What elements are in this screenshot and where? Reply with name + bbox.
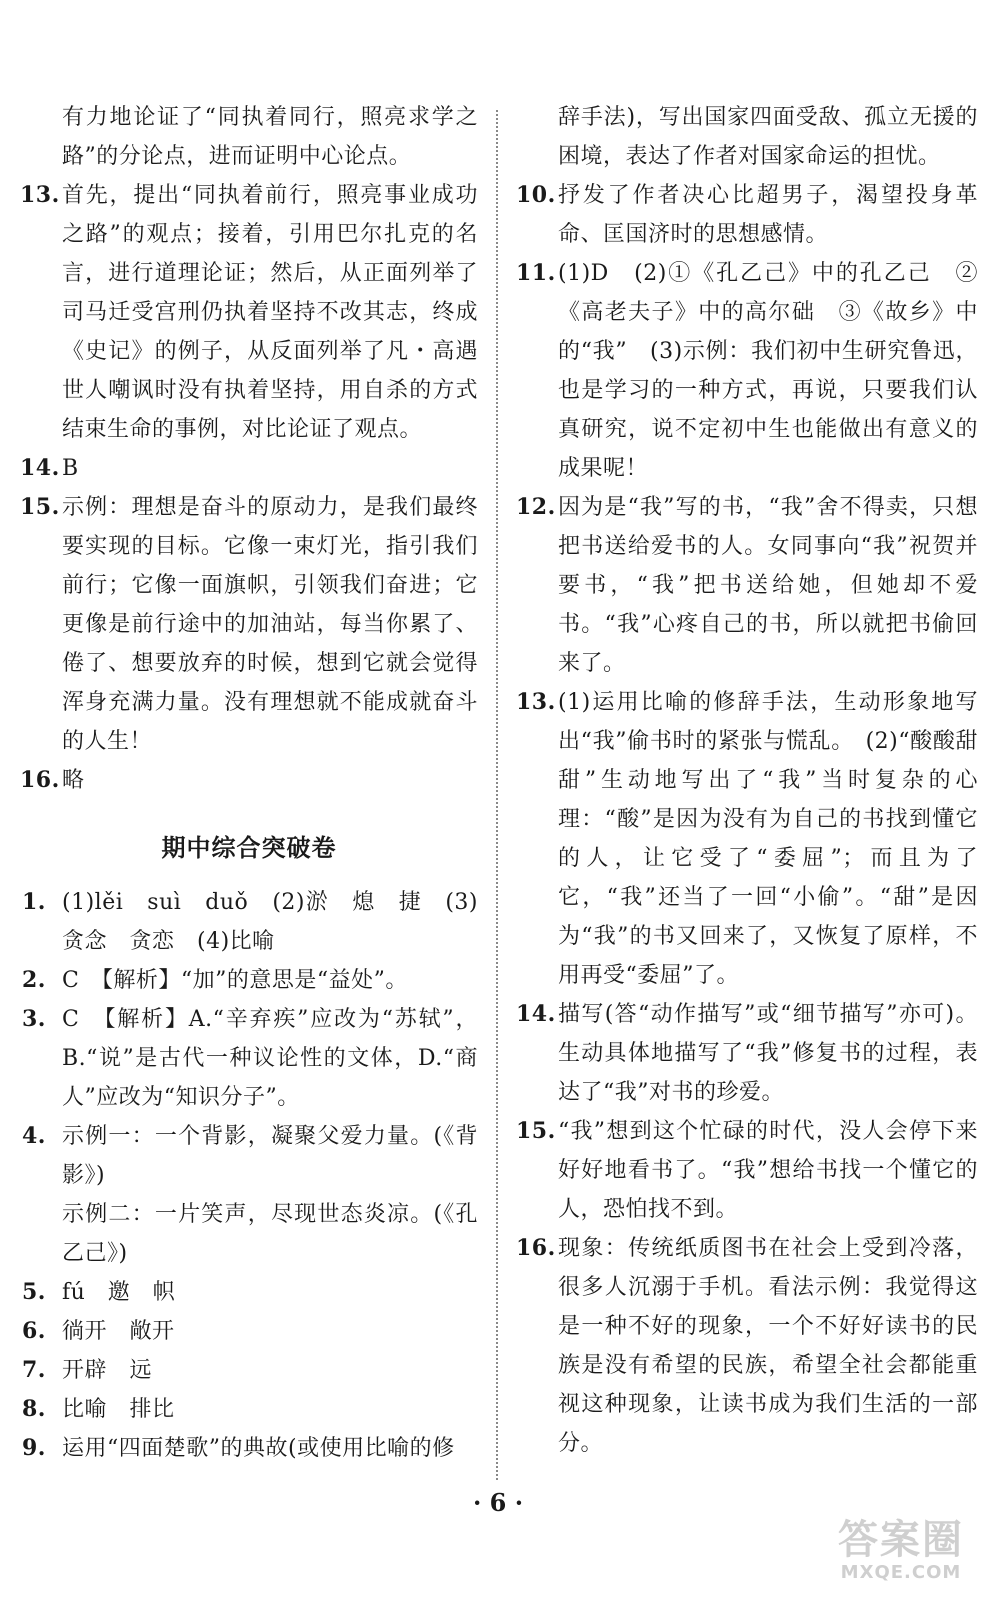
answer-number: 9.	[22, 1435, 46, 1461]
answer-number: 12.	[516, 494, 556, 520]
answer-text: 抒发了作者决心比超男子，渴望投身革命、匡国济时的思想感情。	[558, 183, 978, 247]
watermark-logo-text: 答案圈	[838, 1517, 964, 1563]
answer-number: 13.	[516, 689, 556, 715]
answer-item	[20, 1312, 478, 1351]
answer-item	[20, 761, 478, 800]
answer-item	[516, 683, 978, 995]
right-column	[516, 98, 978, 1463]
watermark-logo	[826, 1518, 976, 1588]
answer-text: (1)运用比喻的修辞手法，生动形象地写出“我”偷书时的紧张与慌乱。 (2)“酸酸甜甜”生动地写出了“我”当时复杂的心理：“酸”是因为没有为自己的书找到懂它的人，让它受了“委屈”；而且为了它，“我”还当了一回“小偷”。“甜”是因为“我”的书又回来了，又恢复了原样，不用再受“委屈”了。	[558, 690, 978, 988]
answer-text: (1)lěi suì duǒ (2)淤 熄 捷 (3)贪念 贪恋 (4)比喻	[62, 890, 478, 954]
answer-number: 14.	[20, 455, 60, 481]
answer-item	[20, 1195, 478, 1273]
right-answer-list	[516, 176, 978, 1463]
answer-text: 运用“四面楚歌”的典故(或使用比喻的修	[62, 1436, 455, 1461]
section-title: 期中综合突破卷	[161, 833, 337, 862]
answer-item	[20, 1429, 478, 1468]
answer-item	[516, 254, 978, 488]
answer-item	[20, 883, 478, 961]
answer-text: 徜开 敞开	[62, 1319, 175, 1344]
answer-item	[20, 1351, 478, 1390]
answer-item	[516, 995, 978, 1112]
answer-number: 8.	[22, 1396, 46, 1422]
answer-number: 7.	[22, 1357, 46, 1383]
answer-number: 1.	[22, 889, 46, 915]
answer-item	[20, 1000, 478, 1117]
answer-item	[20, 961, 478, 1000]
answer-item	[20, 1117, 478, 1195]
answer-number: 15.	[20, 494, 60, 520]
answer-item	[20, 488, 478, 761]
answer-text: 示例二：一片笑声，尽现世态炎凉。(《孔乙己》)	[62, 1202, 478, 1266]
right-top-continuation: 辞手法)，写出国家四面受敌、孤立无援的困境，表达了作者对国家命运的担忧。	[558, 105, 978, 169]
left-column	[20, 98, 478, 1468]
answer-text: “我”想到这个忙碌的时代，没人会停下来好好地看书了。“我”想给书找一个懂它的人，恐怕找不到。	[558, 1119, 978, 1222]
answer-number: 13.	[20, 182, 60, 208]
answer-item	[516, 1112, 978, 1229]
left-answer-list-after	[20, 883, 478, 1468]
answer-number: 3.	[22, 1006, 46, 1032]
answer-item	[20, 1390, 478, 1429]
answer-text: 略	[62, 768, 85, 793]
answer-text: 描写(答“动作描写”或“细节描写”亦可)。生动具体地描写了“我”修复书的过程，表达了“我”对书的珍爱。	[558, 1002, 978, 1105]
answer-item	[20, 449, 478, 488]
answer-text: 示例一：一个背影，凝聚父爱力量。(《背影》)	[62, 1124, 478, 1188]
answer-text: B	[62, 456, 79, 481]
answer-number: 16.	[20, 767, 60, 793]
watermark-url: MXQE.COM	[840, 1562, 962, 1583]
answer-number: 2.	[22, 967, 46, 993]
answer-item	[20, 1273, 478, 1312]
answer-number: 4.	[22, 1123, 46, 1149]
answer-number: 15.	[516, 1118, 556, 1144]
answer-item	[516, 1229, 978, 1463]
answer-text: C 【解析】“加”的意思是“益处”。	[62, 968, 408, 993]
answer-number: 6.	[22, 1318, 46, 1344]
column-divider	[496, 110, 498, 1480]
answer-number: 10.	[516, 182, 556, 208]
answer-item	[516, 176, 978, 254]
left-answer-list-before	[20, 176, 478, 800]
answer-text: fú 邀 帜	[62, 1280, 176, 1305]
left-top-continuation: 有力地论证了“同执着同行，照亮求学之路”的分论点，进而证明中心论点。	[62, 105, 478, 169]
answer-number: 14.	[516, 1001, 556, 1027]
answer-text: 现象：传统纸质图书在社会上受到冷落，很多人沉溺于手机。看法示例：我觉得这是一种不好的现象，一个不好好读书的民族是没有希望的民族，希望全社会都能重视这种现象，让读书成为我们生活的一部分。	[558, 1236, 978, 1456]
answer-item	[516, 488, 978, 683]
answer-text: 比喻 排比	[62, 1397, 175, 1422]
answer-item	[20, 176, 478, 449]
answer-number: 16.	[516, 1235, 556, 1261]
answer-text: 示例：理想是奋斗的原动力，是我们最终要实现的目标。它像一束灯光，指引我们前行；它像一面旗帜，引领我们奋进；它更像是前行途中的加油站，每当你累了、倦了、想要放弃的时候，想到它就会觉得浑身充满力量。没有理想就不能成就奋斗的人生！	[62, 495, 478, 754]
page-number: · 6 ·	[472, 1488, 524, 1517]
answer-text: C 【解析】A.“辛弃疾”应改为“苏轼”，B.“说”是古代一种议论性的文体，D.“商人”应改为“知识分子”。	[62, 1007, 478, 1110]
answer-text: (1)D (2)①《孔乙己》中的孔乙己 ②《高老夫子》中的高尔础 ③《故乡》中的“我” (3)示例：我们初中生研究鲁迅，也是学习的一种方式，再说，只要我们认真研究，说不定初中生也能做出有意义的成果呢！	[558, 261, 978, 481]
answer-number: 11.	[516, 260, 556, 286]
answer-text: 首先，提出“同执着前行，照亮事业成功之路”的观点；接着，引用巴尔扎克的名言，进行道理论证；然后，从正面列举了司马迁受宫刑仍执着坚持不改其志，终成《史记》的例子，从反面列举了凡・高遇世人嘲讽时没有执着坚持，用自杀的方式结束生命的事例，对比论证了观点。	[62, 183, 478, 442]
answer-number: 5.	[22, 1279, 46, 1305]
answer-text: 因为是“我”写的书，“我”舍不得卖，只想把书送给爱书的人。女同事向“我”祝贺并要书，“我”把书送给她，但她却不爱书。“我”心疼自己的书，所以就把书偷回来了。	[558, 495, 978, 676]
answer-text: 开辟 远	[62, 1358, 153, 1383]
